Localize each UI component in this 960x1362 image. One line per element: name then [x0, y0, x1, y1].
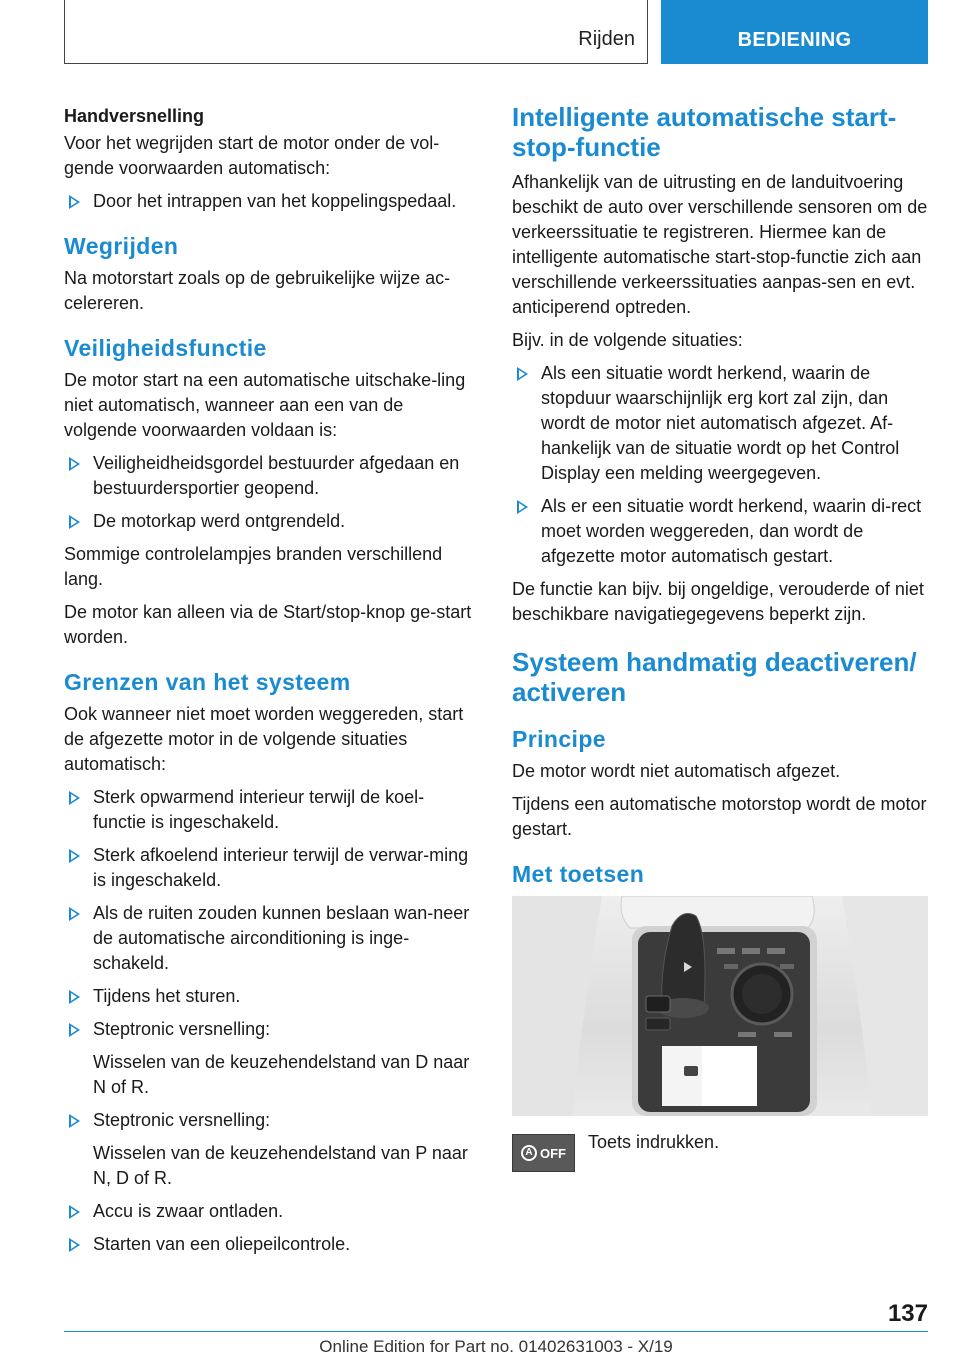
- veilig-paragraph-1: Sommige controlelampjes branden verschillend lang.: [64, 544, 443, 589]
- left-column: [64, 100, 476, 1265]
- footer-divider: [64, 1331, 928, 1332]
- center-console-illustration: [512, 896, 928, 1116]
- list-item: Starten van een oliepeilcontrole.: [64, 1232, 476, 1257]
- grenzen-heading: Grenzen van het systeem: [64, 669, 351, 695]
- triangle-bullet-icon: [69, 195, 80, 209]
- veilig-paragraph-2: De motor kan alleen via de Start/stop-knop ge-start worden.: [64, 602, 472, 647]
- triangle-bullet-icon: [69, 515, 80, 529]
- principe-paragraph-2: Tijdens een automatische motorstop wordt de motor gestart.: [512, 794, 927, 839]
- grenzen-intro: Ook wanneer niet moet worden weggereden, start de afgezette motor in de volgende situaties automatisch:: [64, 704, 464, 774]
- triangle-bullet-icon: [69, 457, 80, 471]
- triangle-bullet-icon: [69, 990, 80, 1004]
- list-item: Als er een situatie wordt herkend, waarin di-rect moet worden weggereden, dan wordt de afgezette motor automatisch gestart.: [512, 494, 928, 569]
- page-header: [64, 0, 928, 66]
- list-item-detail: Wisselen van de keuzehendelstand van D naar N of R.: [93, 1052, 470, 1097]
- list-item: Sterk opwarmend interieur terwijl de koel-functie is ingeschakeld.: [64, 785, 476, 835]
- wegrijden-text: Na motorstart zoals op de gebruikelijke wijze ac-celereren.: [64, 268, 451, 313]
- toets-instruction: [512, 1134, 928, 1174]
- page-number: 137: [887, 1300, 928, 1327]
- list-item: Als de ruiten zouden kunnen beslaan wan-neer de automatische airconditioning is inge-schakeld.: [64, 901, 476, 976]
- wegrijden-heading: Wegrijden: [64, 233, 179, 259]
- triangle-bullet-icon: [69, 1205, 80, 1219]
- icon-off-label: OFF: [540, 1145, 566, 1161]
- systeem-heading: Systeem handmatig deactiveren/ activeren: [512, 647, 917, 707]
- list-item: Sterk afkoelend interieur terwijl de verwar-ming is ingeschakeld.: [64, 843, 476, 893]
- triangle-bullet-icon: [69, 1023, 80, 1037]
- hand-title: Handversnelling: [64, 106, 205, 126]
- veilig-intro: De motor start na een automatische uitschake-ling niet automatisch, wanneer aan een van de volgende voorwaarden voldaan is:: [64, 370, 466, 440]
- list-item: De motorkap werd ontgrendeld.: [64, 509, 476, 534]
- intel-paragraph-3: De functie kan bijv. bij ongeldige, verouderde of niet beschikbare navigatiegegevens beperkt zijn.: [512, 579, 924, 624]
- right-column: [512, 100, 928, 1174]
- triangle-bullet-icon: [69, 791, 80, 805]
- header-chapter-tab: [661, 0, 928, 64]
- chapter-title: BEDIENING: [737, 29, 852, 51]
- veiligheidsfunctie-heading: Veiligheidsfunctie: [64, 335, 267, 361]
- triangle-bullet-icon: [69, 1238, 80, 1252]
- toetsen-heading: Met toetsen: [512, 861, 645, 887]
- principe-heading: Principe: [512, 726, 606, 752]
- list-item: Door het intrappen van het koppelingspedaal.: [64, 189, 476, 214]
- icon-caption: Toets indrukken.: [588, 1132, 720, 1152]
- list-item-detail: Wisselen van de keuzehendelstand van P naar N, D of R.: [93, 1143, 468, 1188]
- footer-edition: Online Edition for Part no. 01402631003 - X/19: [319, 1337, 673, 1356]
- list-item: Steptronic versnelling: Wisselen van de keuzehendelstand van P naar N, D of R.: [64, 1108, 476, 1191]
- triangle-bullet-icon: [517, 367, 528, 381]
- triangle-bullet-icon: [69, 1114, 80, 1128]
- principe-paragraph-1: De motor wordt niet automatisch afgezet.: [512, 761, 841, 781]
- list-item: Steptronic versnelling: Wisselen van de keuzehendelstand van D naar N of R.: [64, 1017, 476, 1100]
- triangle-bullet-icon: [517, 500, 528, 514]
- intelligente-heading: Intelligente automatische start-stop-functie: [512, 102, 897, 162]
- intel-paragraph-1: Afhankelijk van de uitrusting en de landuitvoering beschikt de auto over verschillende sensoren om de verkeerssituatie te registreren. Hiermee kan de intelligente automatische start-stop-functie zich aan verschillende verkeerssituaties aanpas-sen en evt. anticiperend optreden.: [512, 172, 928, 317]
- section-title: Rijden: [578, 28, 635, 50]
- auto-start-stop-off-icon: [512, 1134, 575, 1172]
- center-console-photo: [512, 896, 928, 1116]
- auto-a-icon: A: [521, 1145, 537, 1161]
- intel-bullets: [512, 361, 928, 569]
- grenzen-bullets: [64, 785, 476, 1257]
- list-item: Accu is zwaar ontladen.: [64, 1199, 476, 1224]
- list-item: Tijdens het sturen.: [64, 984, 476, 1009]
- veilig-bullets: [64, 451, 476, 534]
- list-item: Als een situatie wordt herkend, waarin de stopduur waarschijnlijk erg kort zal zijn, dan wordt de motor niet automatisch afgezet. Af-hankelijk van de situatie wordt op het Control Display een melding weergegeven.: [512, 361, 928, 486]
- list-item: Veiligheidheidsgordel bestuurder afgedaan en bestuurdersportier geopend.: [64, 451, 476, 501]
- header-section-box: [64, 0, 648, 64]
- hand-intro: Voor het wegrijden start de motor onder de vol-gende voorwaarden automatisch:: [64, 133, 440, 178]
- triangle-bullet-icon: [69, 849, 80, 863]
- hand-bullets: [64, 189, 476, 214]
- intel-paragraph-2: Bijv. in de volgende situaties:: [512, 330, 743, 350]
- triangle-bullet-icon: [69, 907, 80, 921]
